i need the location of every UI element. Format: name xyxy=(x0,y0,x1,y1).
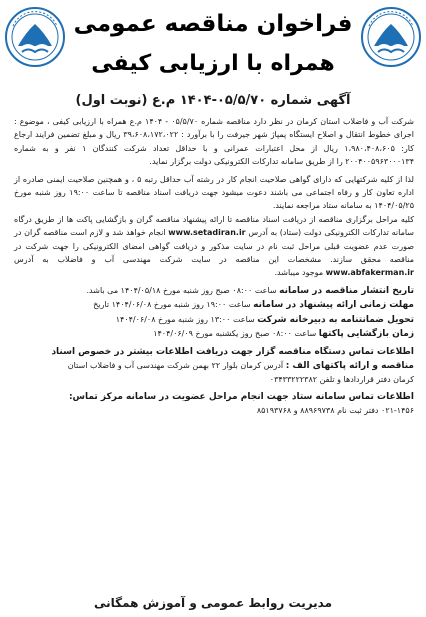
paragraph-procedure xyxy=(14,213,414,280)
water-company-logo-right xyxy=(360,6,422,68)
setad-phones: ۰۲۱-۱۴۵۶ دفتر ثبت نام ۸۸۹۶۹۷۳۸ و ۸۵۱۹۳۷۶۸ xyxy=(256,406,414,416)
setadiran-link[interactable]: www.setadiran.ir xyxy=(168,228,246,238)
setad-heading: اطلاعات تماس سامانه ستاد جهت انجام مراحل عضویت در سامانه مرکز تماس: xyxy=(68,391,414,402)
procedure-text-2: انجام خواهد شد و لازم است مناقصه گران در صورت عدم عضویت قبلی مراحل ثبت نام در سایت مذکور و دریافت گواهی امضای الکترونیکی را جهت شرکت در مناقصه محقق سازند. مشخصات این مناقصه در سایت شرکت مهندسی آب و فاضلاب به آدرس xyxy=(14,228,414,265)
contact-address-2: کرمان دفتر قراردادها و تلفن ۰۳۴۳۳۲۲۲۳۸۲ xyxy=(269,375,414,385)
footer-signature: مدیریت روابط عمومی و آموزش همگانی xyxy=(93,596,333,610)
deadline-value: ساعت ۱۹:۰۰ روز شنبه مورخ ۱۴۰۴/۰۶/۰۸ تاریخ xyxy=(93,300,251,310)
schedule-guarantee xyxy=(14,313,414,327)
schedule-deadline xyxy=(14,298,414,312)
publish-label: تاریخ انتشار مناقصه در سامانه xyxy=(279,285,414,296)
opening-label: زمان بازگشایی پاکتها xyxy=(318,329,414,340)
notice-subtitle: همراه با ارزیابی کیفی xyxy=(91,51,335,76)
paragraph-tender-description: شرکت آب و فاضلاب استان کرمان در نظر دارد مناقصه شماره ۰۵/۵/۷۰ - ۱۴۰۴ م.ع همراه با ارزیابی کیفی ، موضوع : اجرای خطوط انتقال و اصلاح ایستگاه پمپاژ شهر جیرفت را با برآورد : ۳۹،۶۰۸،۱۷۲،۰۲۲ ریال و مبلغ تضمین فرایند ارجاع کار: ۱،۹۸۰،۴۰۸،۶۰۵ ریال از محل اعتبارات عمرانی و با حداقل تعداد شرکت کنندگان ۱ نفر و به شماره ۲۰۰۴۰۰۵۹۶۳۰۰۰۱۳۴ را از طریق سامانه تدارکات الکترونیکی دولت برگزار نماید. xyxy=(14,117,415,167)
contact-info xyxy=(14,346,414,387)
contact-heading: اطلاعات تماس دستگاه مناقصه گزار جهت دریافت اطلاعات بیشتر در خصوص اسناد xyxy=(51,346,414,357)
setad-contact xyxy=(14,391,414,418)
notice-body xyxy=(14,115,414,418)
paragraph-eligibility: لذا از کلیه شرکتهایی که دارای گواهی صلاحیت انجام کار در رشته آب حداقل رتبه ۵ ، و همچنین صلاحیت ایمنی صادره از اداره تعاون کار و رفاه اجتماعی می باشند دعوت میشود جهت دریافت اسناد مناقصه تا ساعت ۱۹:۰۰ روز شنبه مورخ ۱۴۰۴/۰۵/۲۵ به سامانه ستاد مراجعه نمایند. xyxy=(14,174,415,211)
guarantee-value: ساعت ۱۳:۰۰ روز شنبه مورخ ۱۴۰۴/۰۶/۰۸ xyxy=(115,314,255,324)
procedure-text-3: موجود میباشد. xyxy=(274,268,324,278)
water-company-logo-left xyxy=(4,6,66,68)
contact-heading-2: مناقصه و ارائه پاکتهای الف : xyxy=(285,360,414,371)
opening-value: ساعت ۰۸:۰۰ صبح روز یکشنبه مورخ ۱۴۰۴/۰۶/۰۹ xyxy=(153,329,317,339)
notice-title: فراخوان مناقصه عمومی xyxy=(73,11,353,37)
abfakerman-link[interactable]: www.abfakerman.ir xyxy=(325,268,414,278)
notice-number: آگهی شماره ۰۵/۵/۷۰-۱۴۰۴ م.ع (نوبت اول) xyxy=(75,93,351,108)
schedule-publish xyxy=(14,284,414,298)
procedure-text-1: کلیه مراحل برگزاری مناقصه از دریافت اسناد مناقصه تا ارائه پیشنهاد مناقصه گران و بازگشایی پاکت ها از طریق درگاه سامانه تدارکات الکترونیکی دولت (ستاد) به آدرس xyxy=(14,214,414,238)
deadline-label: مهلت زمانی ارائه پیشنهاد در سامانه xyxy=(253,300,414,311)
schedule-opening xyxy=(14,327,414,341)
contact-address: آدرس کرمان بلوار ۲۲ بهمن شرکت مهندسی آب و فاضلاب استان xyxy=(67,360,284,370)
publish-value: ساعت ۰۸:۰۰ صبح روز شنبه مورخ ۱۴۰۴/۰۵/۱۸ می باشد. xyxy=(86,285,277,295)
guarantee-label: تحویل ضمانتنامه به دبیرخانه شرکت xyxy=(257,314,414,325)
